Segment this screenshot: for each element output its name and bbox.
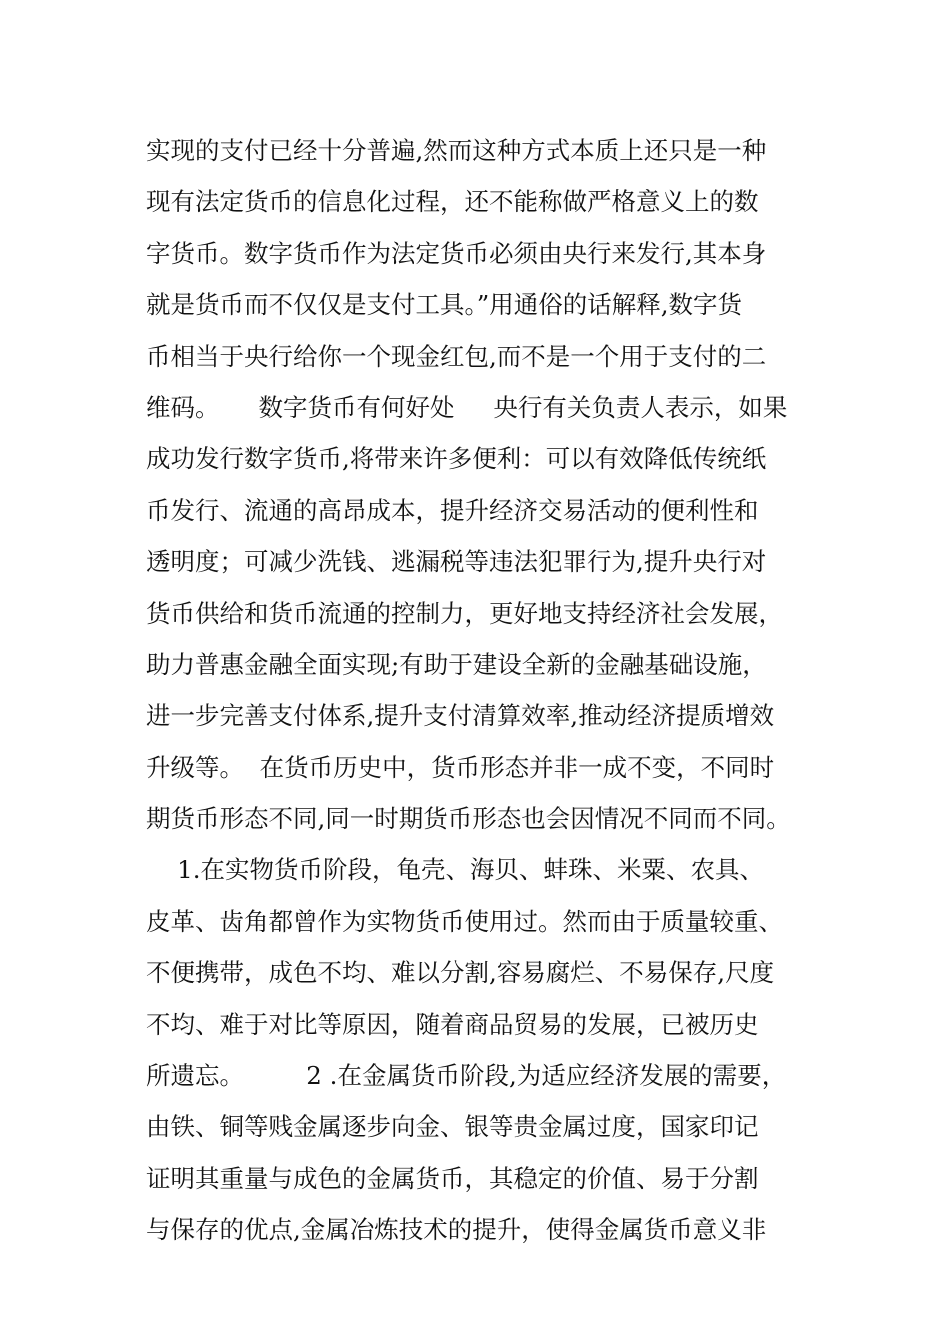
text-line: 1.在实物货币阶段，龟壳、海贝、蚌珠、米粟、农具、 [146,855,765,885]
text-line: 进一步完善支付体系,提升支付清算效率,推动经济提质增效 [146,701,775,731]
text-line: 助力普惠金融全面实现;有助于建设全新的金融基础设施， [146,649,767,679]
text-line: 币发行、流通的高昂成本，提升经济交易活动的便利性和 [146,495,759,525]
text-line: 所遗忘。 2 .在金属货币阶段,为适应经济发展的需要， [146,1061,787,1091]
text-line: 字货币。数字货币作为法定货币必须由央行来发行,其本身 [146,238,767,268]
text-line: 币相当于央行给你一个现金红包,而不是一个用于支付的二 [146,341,767,371]
text-line: 皮革、齿角都曾作为实物货币使用过。然而由于质量较重、 [146,906,783,936]
text-line: 由铁、铜等贱金属逐步向金、银等贵金属过度，国家印记 [146,1112,759,1142]
text-line: 与保存的优点,金属冶炼技术的提升，使得金属货币意义非 [146,1215,767,1245]
text-line: 货币供给和货币流通的控制力，更好地支持经济社会发展， [146,598,783,628]
body-text [146,125,826,1256]
text-line: 不均、难于对比等原因，随着商品贸易的发展，已被历史 [146,1009,759,1039]
text-line: 升级等。 在货币历史中，货币形态并非一成不变，不同时 [146,752,775,782]
text-line: 证明其重量与成色的金属货币，其稳定的价值、易于分割 [146,1163,759,1193]
text-line: 期货币形态不同,同一时期货币形态也会因情况不同而不同。 [146,804,791,834]
text-line: 成功发行数字货币,将带来许多便利：可以有效降低传统纸 [146,444,767,474]
text-line: 实现的支付已经十分普遍,然而这种方式本质上还只是一种 [146,136,767,165]
text-line: 不便携带，成色不均、难以分割,容易腐烂、不易保存,尺度 [146,958,775,988]
text-line: 维码。 数字货币有何好处 央行有关负责人表示，如果 [146,392,788,422]
text-line: 就是货币而不仅仅是支付工具。”用通俗的话解释,数字货 [146,290,743,320]
text-line: 透明度；可减少洗钱、逃漏税等违法犯罪行为,提升央行对 [146,547,767,577]
text-line: 现有法定货币的信息化过程，还不能称做严格意义上的数 [146,187,759,217]
